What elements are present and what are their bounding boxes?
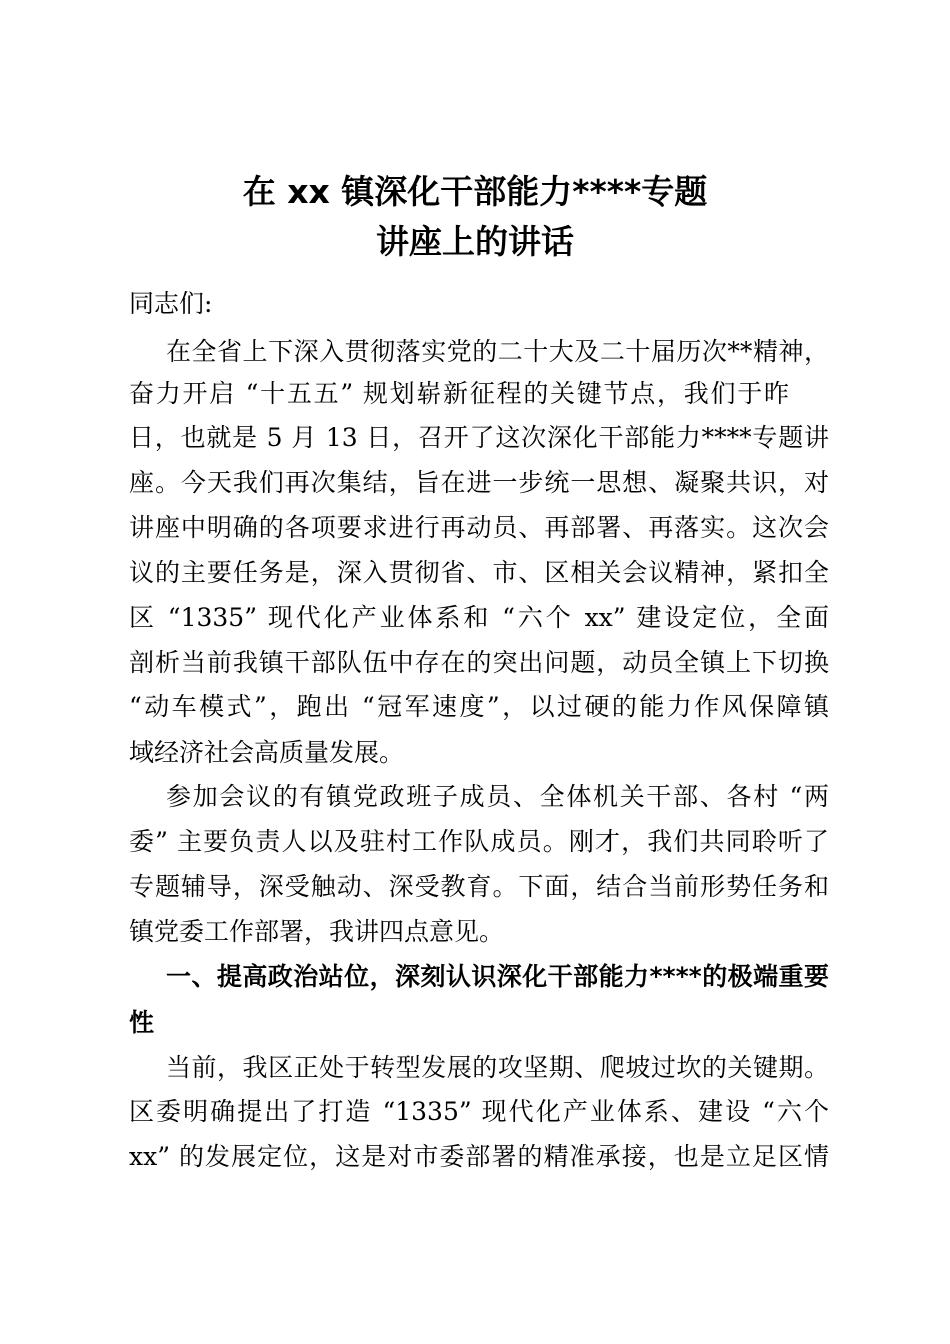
body-line: 剖析当前我镇干部队伍中存在的突出问题，动员全镇上下切换 — [129, 648, 829, 677]
body-line: “动车模式”，跑出 “冠军速度”，以过硬的能力作风保障镇 — [129, 692, 829, 721]
body-line: 域经济社会高质量发展。 — [129, 738, 405, 767]
body-line: 奋力开启 “十五五” 规划崭新征程的关键节点，我们于昨 — [129, 379, 789, 408]
document-title-line-2: 讲座上的讲话 — [376, 222, 574, 261]
body-line: 委” 主要负责人以及驻村工作队成员。刚才，我们共同聆听了 — [129, 827, 829, 856]
section-heading: 一、提高政治站位，深刻认识深化干部能力****的极端重要 — [166, 962, 829, 991]
body-line: 镇党委工作部署，我讲四点意见。 — [129, 917, 505, 946]
document-title-line-1: 在 xx 镇深化干部能力****专题 — [242, 172, 708, 211]
body-line: 当前，我区正处于转型发展的攻坚期、爬坡过坎的关键期。 — [166, 1053, 829, 1082]
salutation: 同志们: — [129, 289, 213, 318]
body-line: 议的主要任务是，深入贯彻省、市、区相关会议精神，紧扣全 — [129, 558, 829, 587]
body-line: 日，也就是 5 月 13 日，召开了这次深化干部能力****专题讲 — [129, 423, 829, 452]
body-line: 座。今天我们再次集结，旨在进一步统一思想、凝聚共识，对 — [129, 468, 829, 497]
body-line: 在全省上下深入贯彻落实党的二十大及二十届历次**精神， — [166, 337, 829, 366]
body-line: 专题辅导，深受触动、深受教育。下面，结合当前形势任务和 — [129, 872, 829, 901]
body-line: 区 “1335” 现代化产业体系和 “六个 xx” 建设定位，全面 — [129, 603, 829, 632]
body-line: xx” 的发展定位，这是对市委部署的精准承接，也是立足区情 — [129, 1142, 829, 1171]
body-line: 讲座中明确的各项要求进行再动员、再部署、再落实。这次会 — [129, 513, 829, 542]
body-line: 参加会议的有镇党政班子成员、全体机关干部、各村 “两 — [166, 782, 829, 811]
section-heading: 性 — [129, 1008, 155, 1037]
body-line: 区委明确提出了打造 “1335” 现代化产业体系、建设 “六个 — [129, 1097, 829, 1126]
